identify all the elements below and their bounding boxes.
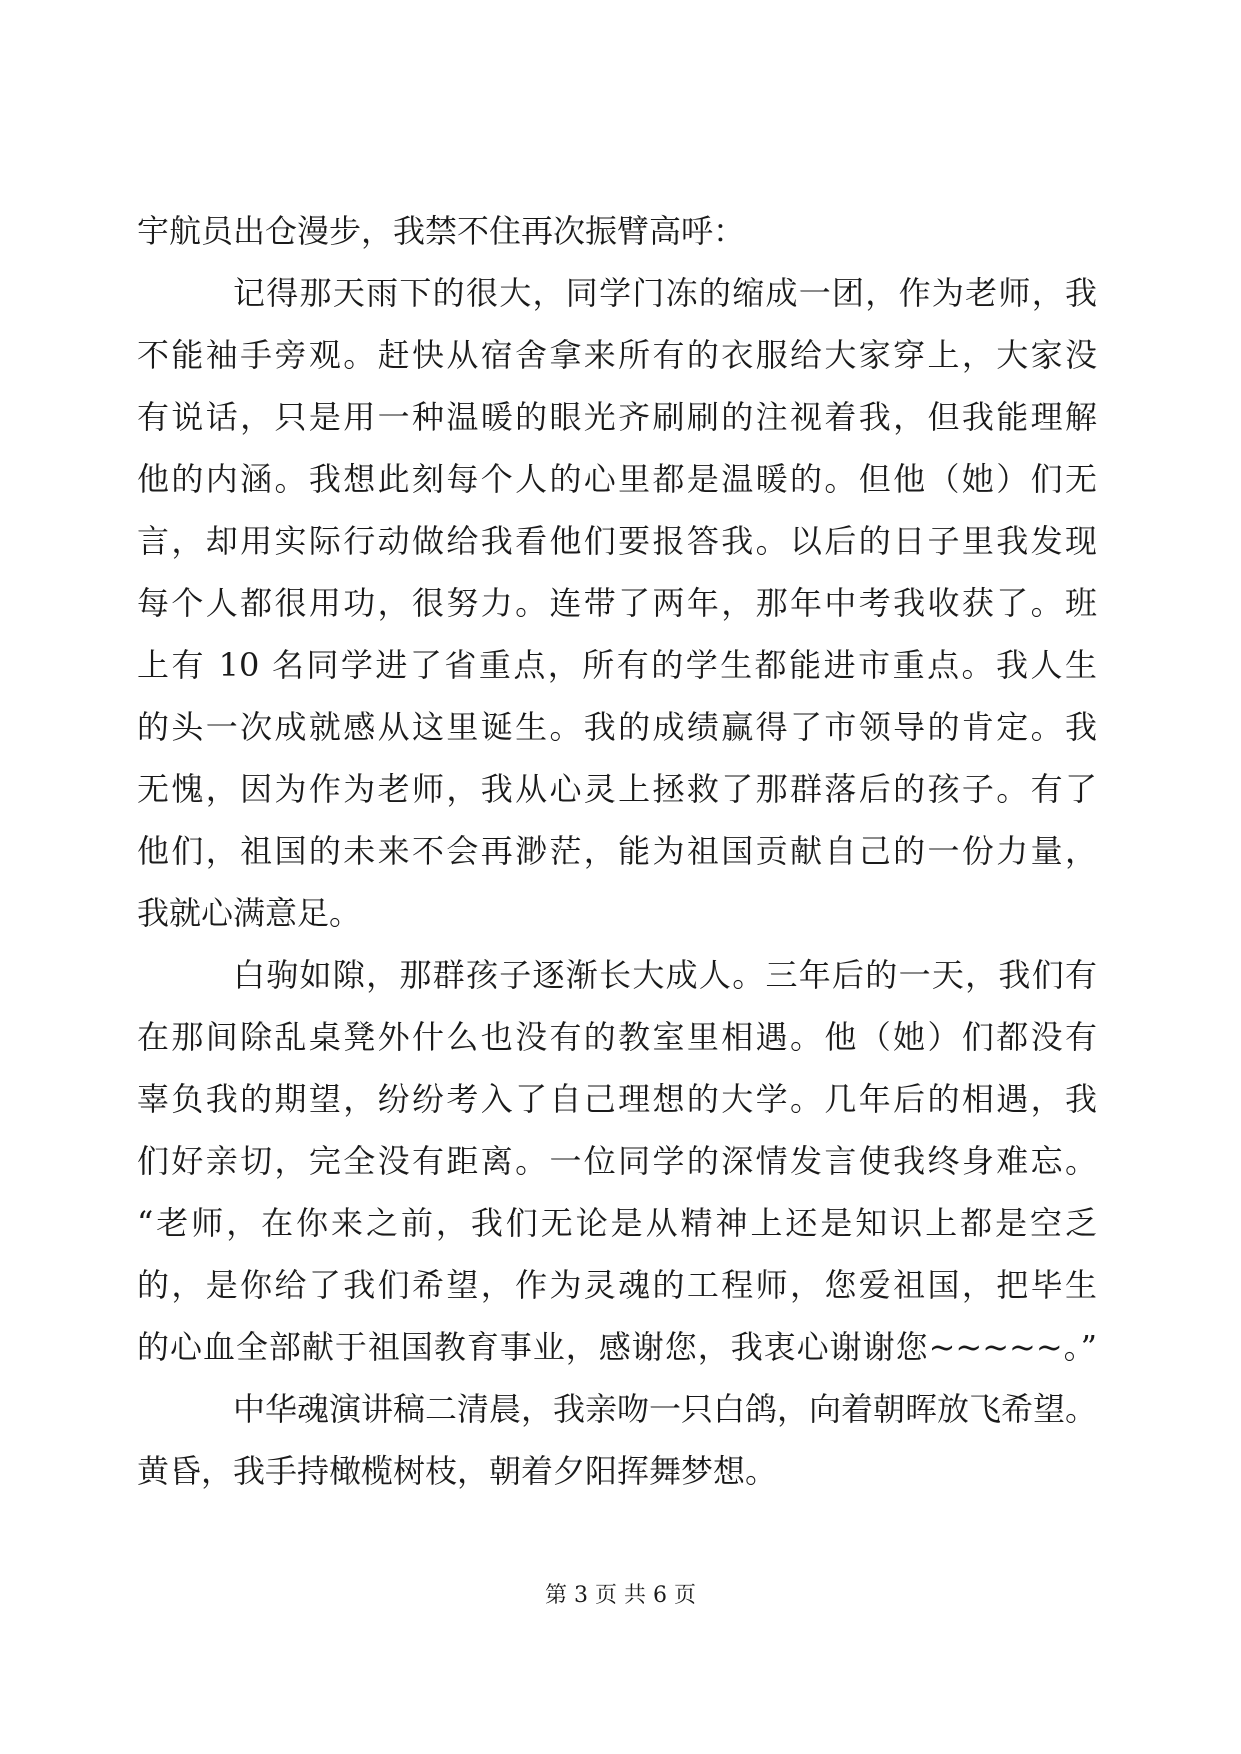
text-line: 不能袖手旁观。赶快从宿舍拿来所有的衣服给大家穿上，大家没	[137, 336, 1097, 374]
text-line: 在那间除乱桌凳外什么也没有的教室里相遇。他（她）们都没有	[137, 1018, 1097, 1056]
text-line: 言，却用实际行动做给我看他们要报答我。以后的日子里我发现	[137, 522, 1097, 560]
text-line: 上有 10 名同学进了省重点，所有的学生都能进市重点。我人生	[137, 646, 1097, 684]
text-line: 无愧，因为作为老师，我从心灵上拯救了那群落后的孩子。有了	[137, 770, 1097, 808]
text-line: 有说话，只是用一种温暖的眼光齐刷刷的注视着我，但我能理解	[137, 398, 1097, 436]
text-line: 白驹如隙，那群孩子逐渐长大成人。三年后的一天，我们有	[233, 956, 1097, 994]
text-line: 辜负我的期望，纷纷考入了自己理想的大学。几年后的相遇，我	[137, 1080, 1097, 1118]
text-line: 们好亲切，完全没有距离。一位同学的深情发言使我终身难忘。	[137, 1142, 1097, 1180]
text-line: 他的内涵。我想此刻每个人的心里都是温暖的。但他（她）们无	[137, 460, 1097, 498]
text-line: 的头一次成就感从这里诞生。我的成绩赢得了市领导的肯定。我	[137, 708, 1097, 746]
document-body	[137, 200, 1097, 1502]
text-line: 他们，祖国的未来不会再渺茫，能为祖国贡献自己的一份力量，	[137, 832, 1097, 870]
text-line: 黄昏，我手持橄榄树枝，朝着夕阳挥舞梦想。	[137, 1452, 778, 1490]
text-line: 每个人都很用功，很努力。连带了两年，那年中考我收获了。班	[137, 584, 1097, 622]
text-line: 的心血全部献于祖国教育事业，感谢您，我衷心谢谢您~~~~~。”	[137, 1328, 1097, 1366]
text-line: 的，是你给了我们希望，作为灵魂的工程师，您爱祖国，把毕生	[137, 1266, 1097, 1304]
text-line: 记得那天雨下的很大，同学门冻的缩成一团，作为老师，我	[233, 274, 1097, 312]
text-line: 中华魂演讲稿二清晨，我亲吻一只白鸽，向着朝晖放飞希望。	[233, 1390, 1098, 1428]
text-line: 我就心满意足。	[137, 894, 362, 932]
text-line: “老师，在你来之前，我们无论是从精神上还是知识上都是空乏	[137, 1204, 1097, 1242]
page-footer: 第 3 页 共 6 页	[545, 1583, 696, 1608]
text-line: 宇航员出仓漫步，我禁不住再次振臂高呼：	[137, 212, 746, 250]
